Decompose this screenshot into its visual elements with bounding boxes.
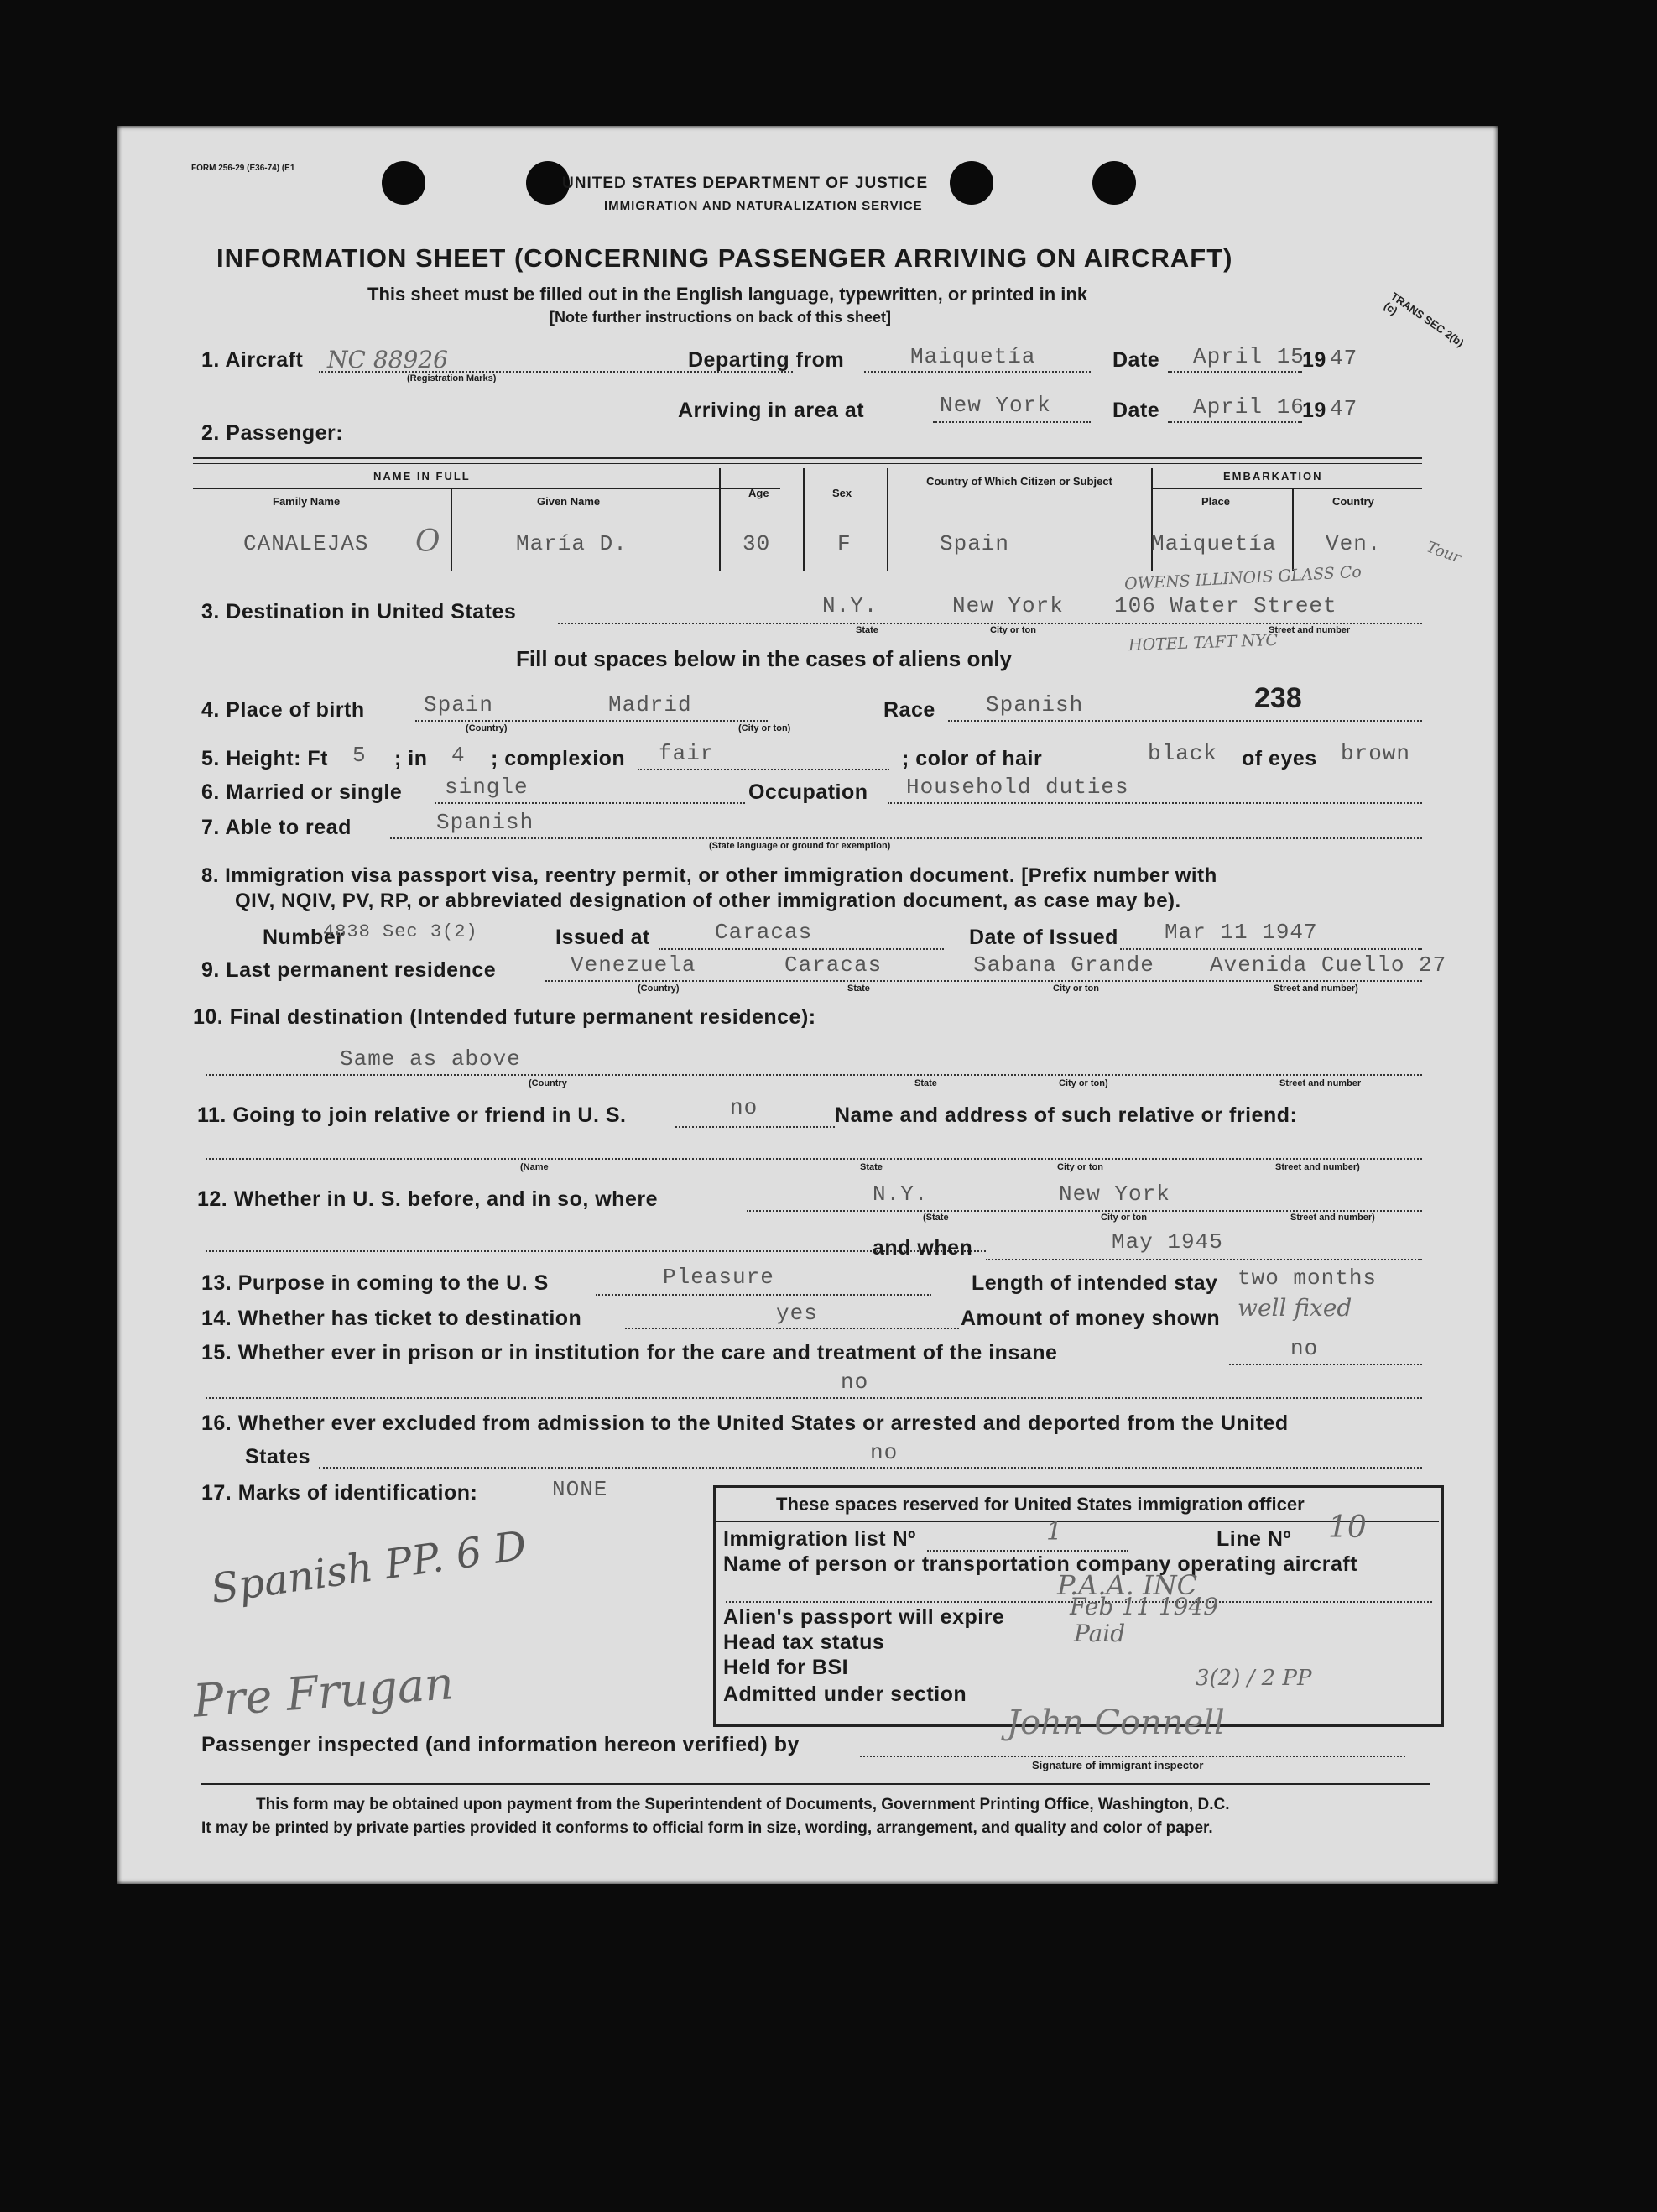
prison-label: 15. Whether ever in prison or in institution for the care and treatment of the insane [201,1341,1058,1364]
tax-label: Head tax status [723,1630,885,1654]
footer-line2: It may be printed by private parties provided it conforms to official form in size, wording, arrangement, and quality and color of paper. [201,1819,1213,1837]
dotted-line [747,1210,1422,1212]
country-caption: (Country) [638,983,680,994]
height-label: 5. Height: Ft [201,747,328,770]
department-name: UNITED STATES DEPARTMENT OF JUSTICE [562,175,929,192]
dotted-line [986,1259,1422,1260]
join-relative-label: 11. Going to join relative or friend in U. S. [197,1103,627,1127]
date-label: Date [1112,399,1160,422]
street-caption: Street and number [1269,625,1351,635]
operator-value: P.A.A. INC [1057,1569,1198,1601]
arrive-year-value: 47 [1330,396,1358,421]
dotted-line [558,623,1422,624]
country-caption: (Country) [466,723,508,733]
destination-note: OWENS ILLINOIS GLASS Co [1123,562,1363,594]
height-inches: 4 [451,743,466,768]
visa-number-label: Number [263,926,345,949]
money-label: Amount of money shown [961,1307,1221,1330]
aircraft-label: 1. Aircraft [201,348,304,372]
date-label: Date [1112,348,1160,372]
issued-value: Caracas [715,920,813,945]
previous-state: N.Y. [873,1182,929,1207]
city-caption: (City or ton) [738,723,791,733]
race-value: Spanish [986,692,1084,717]
ticket-value: yes [776,1301,818,1326]
residence-label: 9. Last permanent residence [201,958,497,982]
list-value: 1 [1046,1517,1063,1547]
state-caption: (State [923,1213,949,1223]
inches-label: ; in [394,747,428,770]
issue-date-value: Mar 11 1947 [1165,920,1318,945]
destination-state: N.Y. [822,593,878,618]
dotted-line [675,1126,835,1128]
when-value: May 1945 [1112,1229,1223,1255]
family-name-cell: CANALEJAS [243,531,369,556]
residence-state: Caracas [784,952,883,978]
state-caption: State [856,625,878,635]
embarkation-header: EMBARKATION [1223,470,1323,483]
residence-city: Sabana Grande [973,952,1154,978]
age-cell: 30 [743,531,771,556]
identification-value: NONE [552,1477,608,1502]
instruction-line: This sheet must be filled out in the English language, typewritten, or printed in ink [367,284,1088,305]
state-caption: State [914,1078,937,1088]
final-destination-label: 10. Final destination (Intended future permanent residence): [193,1005,816,1029]
when-label: and when [873,1236,973,1260]
residence-country: Venezuela [571,952,696,978]
prison-value: no [1290,1336,1319,1361]
inspector-signature: John Connell [1007,1703,1225,1742]
dotted-line [1229,1364,1422,1365]
dotted-line [933,421,1091,423]
handwritten-note: Pre Frugan [191,1656,456,1728]
aliens-header: Fill out spaces below in the cases of aliens only [516,646,1012,671]
family-name-mark: O [415,524,440,559]
dotted-line [415,720,768,722]
passport-value: Feb 11 1949 [1070,1593,1219,1620]
dotted-line [625,1328,959,1329]
marital-label: 6. Married or single [201,780,403,804]
visa-line2: QIV, NQIV, PV, RP, or abbreviated designation of other immigration document, as case may be). [235,889,1181,912]
dotted-line [864,371,1091,373]
departing-label: Departing from [688,348,845,372]
page-title: INFORMATION SHEET (CONCERNING PASSENGER ARRIVING ON AIRCRAFT) [216,243,1233,273]
dotted-line [1168,371,1302,373]
city-caption: City or ton [990,625,1036,635]
inspected-label: Passenger inspected (and information hereon verified) by [201,1733,800,1756]
hotel-note: HOTEL TAFT NYC [1128,630,1279,655]
bsi-label: Held for BSI [723,1656,849,1679]
dotted-line [206,1250,986,1252]
read-label: 7. Able to read [201,816,352,839]
birth-label: 4. Place of birth [201,698,365,722]
operator-label: Name of person or transportation company operating aircraft [723,1552,1358,1576]
eyes-label: of eyes [1242,747,1317,770]
departing-value: Maiquetía [910,344,1036,369]
state-caption: State [847,983,870,994]
residence-street: Avenida Cuello 27 [1210,952,1447,978]
form-sheet [117,126,1498,1884]
list-label: Immigration list Nº [723,1527,916,1551]
embark-country-cell: Ven. [1326,531,1382,556]
given-name-cell: María D. [516,531,628,556]
dotted-line [927,1550,1128,1552]
punch-hole [382,161,425,205]
country-caption: (Country [529,1078,567,1088]
street-caption: Street and number) [1274,983,1358,994]
relative-name-label: Name and address of such relative or friend: [835,1103,1298,1127]
punch-hole [950,161,993,205]
final-destination-value: Same as above [340,1046,521,1072]
tax-value: Paid [1074,1620,1126,1647]
city-caption: City or ton [1057,1162,1103,1172]
age-header: Age [748,487,769,499]
hair-value: black [1148,741,1218,766]
punch-hole [1092,161,1136,205]
depart-year-value: 47 [1330,346,1358,371]
dotted-line [319,1467,1422,1469]
city-caption: City or ton [1053,983,1099,994]
aircraft-value: NC 88926 [327,346,448,373]
dotted-line [206,1158,1422,1160]
line-label: Line Nº [1217,1527,1292,1551]
admitted-value: 3(2) / 2 PP [1196,1666,1312,1691]
form-number: FORM 256-29 (E36-74) (E1 [191,164,295,173]
registration-caption: (Registration Marks) [407,373,497,383]
excluded-value: no [870,1440,899,1465]
arriving-value: New York [940,393,1051,418]
stay-label: Length of intended stay [972,1271,1218,1295]
race-label: Race [883,698,935,722]
complexion-value: fair [659,741,715,766]
sex-header: Sex [832,487,852,499]
admitted-label: Admitted under section [723,1682,967,1706]
dotted-line [596,1294,931,1296]
city-caption: City or ton [1101,1213,1147,1223]
signature-caption: Signature of immigrant inspector [1032,1759,1204,1771]
stay-value: two months [1238,1265,1378,1291]
passenger-label: 2. Passenger: [201,421,344,445]
birth-city: Madrid [608,692,692,717]
hair-label: ; color of hair [902,747,1043,770]
citizenship-cell: Spain [940,531,1010,556]
dotted-line [1120,948,1422,950]
dotted-line [206,1397,1422,1399]
service-name: IMMIGRATION AND NATURALIZATION SERVICE [604,199,923,213]
street-caption: Street and number) [1290,1213,1375,1223]
instruction-note: [Note further instructions on back of this sheet] [550,309,892,326]
dotted-line [659,948,944,950]
money-value: well fixed [1238,1294,1352,1322]
place-header: Place [1201,495,1230,508]
destination-street: 106 Water Street [1114,593,1337,618]
excluded-label-2: States [245,1445,311,1469]
issue-date-label: Date of Issued [969,926,1118,949]
arriving-label: Arriving in area at [678,399,865,422]
purpose-value: Pleasure [663,1265,774,1290]
embark-place-cell: Maiquetía [1151,531,1277,556]
passport-label: Alien's passport will expire [723,1605,1005,1629]
dotted-line [206,1074,1422,1076]
issued-label: Issued at [555,926,650,949]
footer-line1: This form may be obtained upon payment from the Superintendent of Documents, Government Printing Office, Washington, D.C. [256,1796,1230,1813]
dotted-line [1168,421,1302,423]
dotted-line [860,1756,1405,1757]
state-caption: State [860,1162,883,1172]
dotted-line [888,802,1422,804]
visa-line1: 8. Immigration visa passport visa, reentry permit, or other immigration document. [Prefix number with [201,864,1217,887]
destination-city: New York [952,593,1064,618]
city-caption: City or ton) [1059,1078,1108,1088]
excluded-label: 16. Whether ever excluded from admission to the United States or arrested and deported from the United [201,1411,1289,1435]
visa-number-value: 4838 Sec 3(2) [323,921,478,942]
occupation-label: Occupation [748,780,868,804]
dotted-line [390,837,1422,839]
identification-label: 17. Marks of identification: [201,1481,478,1505]
year-prefix: 19 [1302,399,1326,422]
street-caption: Street and number [1279,1078,1362,1088]
dotted-line [435,802,745,804]
ticket-label: 14. Whether has ticket to destination [201,1307,582,1330]
depart-date-value: April 15 [1193,344,1305,369]
join-relative-value: no [730,1095,758,1120]
street-caption: Street and number) [1275,1162,1360,1172]
citizenship-header: Country of Which Citizen or Subject [926,475,1112,488]
read-value: Spanish [436,810,534,835]
eyes-value: brown [1341,741,1411,766]
name-in-full-header: NAME IN FULL [373,470,471,483]
purpose-label: 13. Purpose in coming to the U. S [201,1271,549,1295]
birth-country: Spain [424,692,494,717]
prison-value-2: no [841,1369,869,1395]
dotted-line [638,769,889,770]
complexion-label: ; complexion [491,747,626,770]
destination-label: 3. Destination in United States [201,600,517,623]
family-name-header: Family Name [273,495,341,508]
height-feet: 5 [352,743,367,768]
marital-value: single [445,775,529,800]
occupation-value: Household duties [906,775,1129,800]
margin-note: Tour [1424,538,1463,567]
name-caption: (Name [520,1162,549,1172]
sex-cell: F [837,531,852,556]
file-number: 238 [1254,682,1302,714]
handwritten-note: Spanish PP. 6 D [207,1521,530,1614]
previous-city: New York [1059,1182,1170,1207]
trans-stamp: TRANS SEC 2(b)(c) [1381,290,1467,350]
year-prefix: 19 [1302,348,1326,372]
language-caption: (State language or ground for exemption) [709,841,891,851]
line-value: 10 [1328,1510,1367,1545]
embark-country-header: Country [1332,495,1374,508]
given-name-header: Given Name [537,495,601,508]
dotted-line [948,720,1422,722]
dotted-line [545,980,1422,982]
officer-box-title: These spaces reserved for United States immigration officer [776,1494,1305,1515]
arrive-date-value: April 16 [1193,394,1305,420]
previous-visit-label: 12. Whether in U. S. before, and in so, where [197,1187,658,1211]
